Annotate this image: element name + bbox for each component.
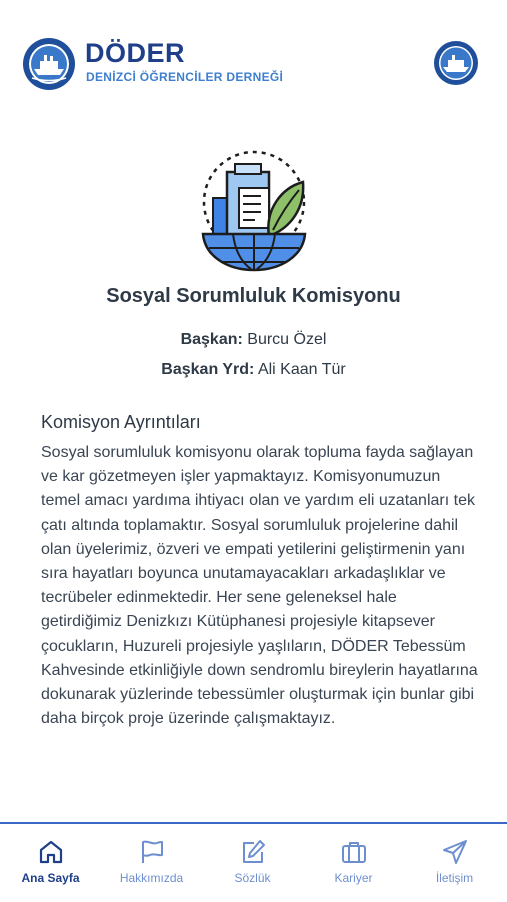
tab-home[interactable] (0, 824, 101, 902)
app-header (0, 0, 507, 120)
home-icon (37, 838, 65, 866)
brand-subtitle: DENİZCİ ÖĞRENCİLER DERNEĞİ (86, 70, 284, 84)
doder-logo-icon[interactable] (22, 37, 76, 91)
vice-president-line (0, 361, 507, 379)
vice-president-label: Başkan Yrd: (161, 361, 255, 378)
brand-title: DÖDER (85, 38, 186, 68)
flag-icon (138, 838, 166, 866)
details-text: Sosyal sorumluluk komisyonu olarak topluma fayda sağlayan ve kar gözetmeyen işler yapmaktayız. Komisyonumuzun temel amacı yardıma ihtiyacı olan ve yardım eli uzatanları tek çatı altında toplamaktır. Sosyal sorumluluk projelerine dahil olan üyelerimiz, özveri ve empati yetilerini geliştirmenin yanı sıra hayatları boyunca unutamayacakları arkadaşlıklar ve tecrübeler edinmektedir. Her sene geleneksel hale getirdiğimiz Denizkızı Kütüphanesi projesiyle kitapsever çocukların, Huzureli projesiyle yaşlıların, DÖDER Tebessüm Kahvesinde etkinliğiyle down sendromlu bireylerin hayatlarına dokunarak yüzlerinde tebessümler oluşturmak için bunlar gibi daha birçok proje üzerinde çalışmaktayız. (41, 444, 478, 728)
tab-career[interactable] (303, 824, 404, 902)
tab-home-label: Ana Sayfa (21, 871, 80, 885)
edit-icon (239, 838, 267, 866)
president-name: Burcu Özel (247, 331, 327, 348)
committee-title: Sosyal Sorumluluk Komisyonu (106, 285, 401, 307)
tab-contact-label: İletişim (435, 871, 474, 885)
vice-president-name: Ali Kaan Tür (257, 361, 346, 378)
social-responsibility-illustration-icon (195, 150, 313, 272)
details-heading: Komisyon Ayrıntıları (41, 412, 201, 432)
tab-contact[interactable] (404, 824, 505, 902)
tab-about-label: Hakkımızda (119, 871, 184, 885)
doder-emblem-icon[interactable] (433, 40, 479, 86)
tab-about[interactable] (101, 824, 202, 902)
tab-dictionary[interactable] (202, 824, 303, 902)
tab-career-label: Kariyer (334, 871, 373, 885)
send-icon (441, 838, 469, 866)
president-line (0, 331, 507, 349)
president-label: Başkan: (180, 331, 243, 348)
tab-dictionary-label: Sözlük (234, 871, 271, 885)
briefcase-icon (340, 838, 368, 866)
bottom-tab-bar (0, 822, 507, 902)
